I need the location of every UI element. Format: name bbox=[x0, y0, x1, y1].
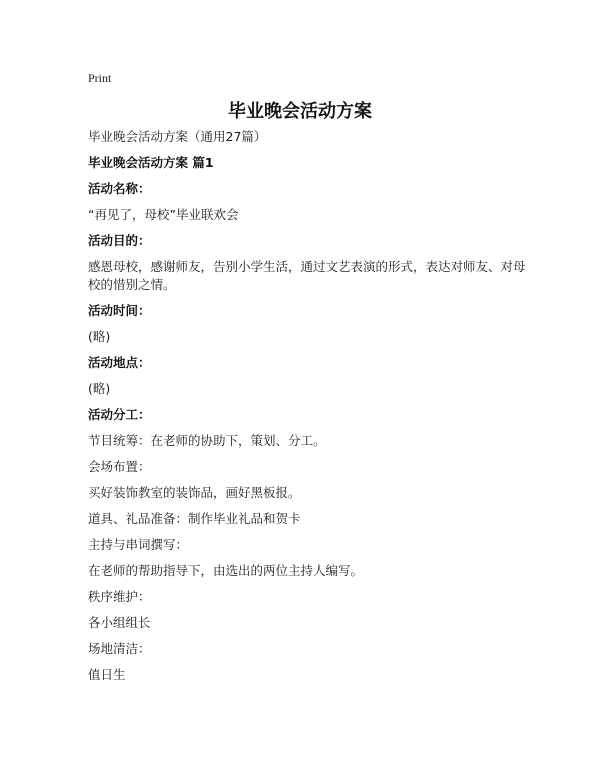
paragraph: “再见了，母校”毕业联欢会 bbox=[88, 207, 239, 222]
page-title: 毕业晚会活动方案 bbox=[228, 101, 372, 122]
paragraph: 节目统筹：在老师的协助下，策划、分工。 bbox=[88, 433, 326, 448]
paragraph: (略) bbox=[88, 329, 111, 344]
field-label: 活动名称： bbox=[88, 181, 151, 196]
paragraph: 各小组组长 bbox=[88, 615, 151, 630]
field-label: 活动时间： bbox=[88, 303, 151, 318]
subtitle: 毕业晚会活动方案（通用27篇） bbox=[88, 129, 267, 144]
paragraph: 道具、礼品准备：制作毕业礼品和贺卡 bbox=[88, 511, 301, 526]
paragraph: 买好装饰教室的装饰品，画好黑板报。 bbox=[88, 485, 301, 500]
paragraph: 在老师的帮助指导下，由选出的两位主持人编写。 bbox=[88, 563, 364, 578]
field-label: 活动目的： bbox=[88, 233, 151, 248]
paragraph: 感恩母校，感谢师友，告别小学生活，通过文艺表演的形式，表达对师友、对母校的惜别之情。 bbox=[88, 259, 526, 292]
field-label: 活动分工： bbox=[88, 407, 151, 422]
paragraph: 秩序维护： bbox=[88, 589, 151, 604]
paragraph: 会场布置： bbox=[88, 459, 151, 474]
paragraph: 场地清洁： bbox=[88, 641, 151, 656]
field-label: 活动地点： bbox=[88, 355, 151, 370]
document-body bbox=[88, 128, 528, 684]
print-link[interactable]: Print bbox=[88, 71, 112, 85]
section-heading: 毕业晚会活动方案 篇1 bbox=[88, 155, 214, 170]
paragraph: 值日生 bbox=[88, 667, 126, 682]
paragraph: 主持与串词撰写： bbox=[88, 537, 189, 552]
paragraph: (略) bbox=[88, 381, 111, 396]
